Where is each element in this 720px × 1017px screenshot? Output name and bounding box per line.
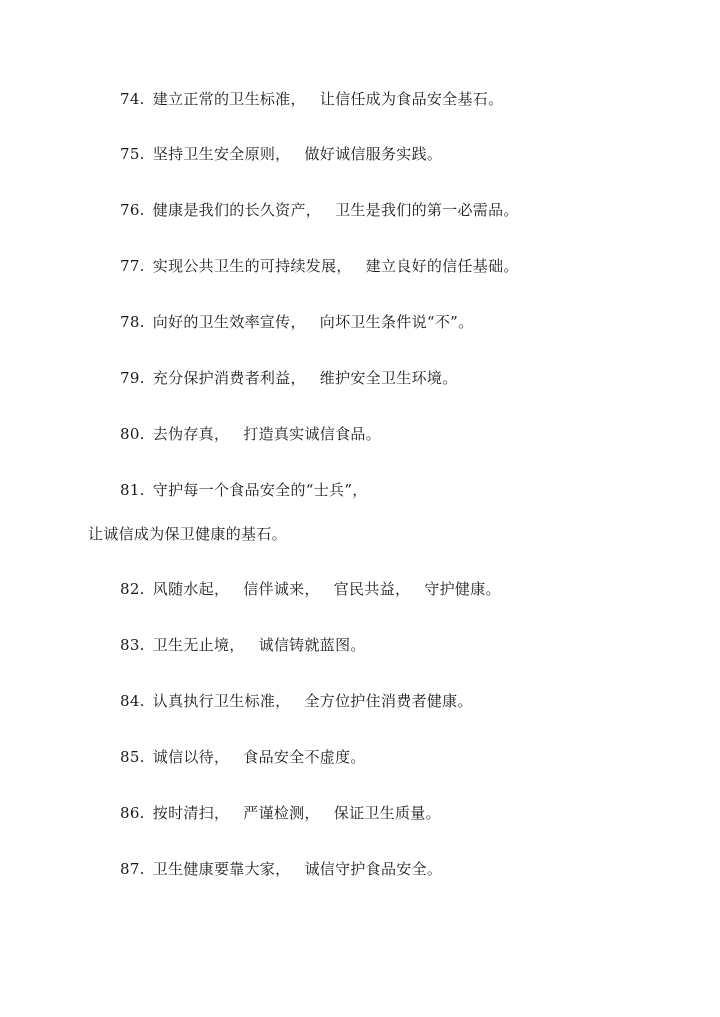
slogan-79 [120, 367, 457, 389]
slogan-text: 做好诚信服务实践。 [304, 145, 443, 163]
slogan-83 [120, 634, 366, 656]
item-number: 81. [120, 481, 145, 499]
slogan-75 [120, 143, 442, 165]
slogan-text: 严谨检测， [243, 804, 320, 822]
slogan-text: 让信任成为食品安全基石。 [319, 90, 504, 108]
item-number: 75. [120, 145, 145, 163]
slogan-text: 风随水起， [152, 580, 230, 598]
slogan-78 [120, 311, 473, 333]
item-number: 79. [120, 369, 145, 387]
slogan-74 [120, 88, 503, 110]
slogan-text: 按时清扫， [152, 804, 230, 822]
slogan-81 [120, 479, 368, 501]
slogan-text: 向坏卫生条件说“不”。 [319, 313, 474, 331]
item-number: 86. [120, 804, 145, 822]
slogan-text: 食品安全不虚度。 [243, 748, 366, 766]
item-number: 83. [120, 636, 145, 654]
item-number: 76. [120, 201, 145, 219]
slogan-text: 诚信守护食品安全。 [304, 860, 443, 878]
slogan-text: 信伴诚来， [243, 580, 320, 598]
item-number: 85. [120, 748, 145, 766]
slogan-text: 卫生是我们的第一必需品。 [335, 201, 519, 219]
slogan-76 [120, 199, 519, 221]
slogan-text: 去伪存真， [152, 425, 230, 443]
slogan-text: 充分保护消费者利益， [152, 369, 306, 387]
slogan-text: 打造真实诚信食品。 [243, 425, 381, 443]
slogan-text: 官民共益， [333, 580, 411, 598]
slogan-text: 建立良好的信任基础。 [365, 257, 519, 275]
slogan-81-continuation [88, 523, 287, 545]
slogan-77 [120, 255, 519, 277]
slogan-text: 全方位护住消费者健康。 [304, 692, 473, 710]
slogan-87 [120, 858, 442, 880]
slogan-text: 认真执行卫生标准， [152, 692, 291, 710]
slogan-text: 保证卫生质量。 [333, 804, 441, 822]
slogan-text: 实现公共卫生的可持续发展， [152, 257, 352, 275]
slogan-85 [120, 746, 366, 768]
item-number: 78. [120, 313, 145, 331]
slogan-82 [120, 578, 501, 600]
slogan-text: 卫生健康要靠大家， [152, 860, 291, 878]
slogan-text: 守护健康。 [424, 580, 501, 598]
item-number: 80. [120, 425, 145, 443]
slogan-text: 向好的卫生效率宣传， [152, 313, 306, 331]
slogan-86 [120, 802, 441, 824]
slogan-84 [120, 690, 473, 712]
item-number: 74. [120, 90, 145, 108]
slogan-text: 守护每一个食品安全的“士兵”， [152, 481, 368, 499]
item-number: 87. [120, 860, 145, 878]
slogan-text: 维护安全卫生环境。 [319, 369, 458, 387]
item-number: 84. [120, 692, 145, 710]
item-number: 82. [120, 580, 145, 598]
slogan-text: 卫生无止境， [152, 636, 245, 654]
slogan-text: 建立正常的卫生标准， [152, 90, 306, 108]
slogan-80 [120, 423, 381, 445]
item-number: 77. [120, 257, 145, 275]
slogan-text: 坚持卫生安全原则， [152, 145, 291, 163]
slogan-text: 诚信铸就蓝图。 [258, 636, 366, 654]
slogan-text: 健康是我们的长久资产， [152, 201, 322, 219]
slogan-text: 诚信以待， [152, 748, 230, 766]
slogan-text: 让诚信成为保卫健康的基石。 [88, 525, 287, 543]
